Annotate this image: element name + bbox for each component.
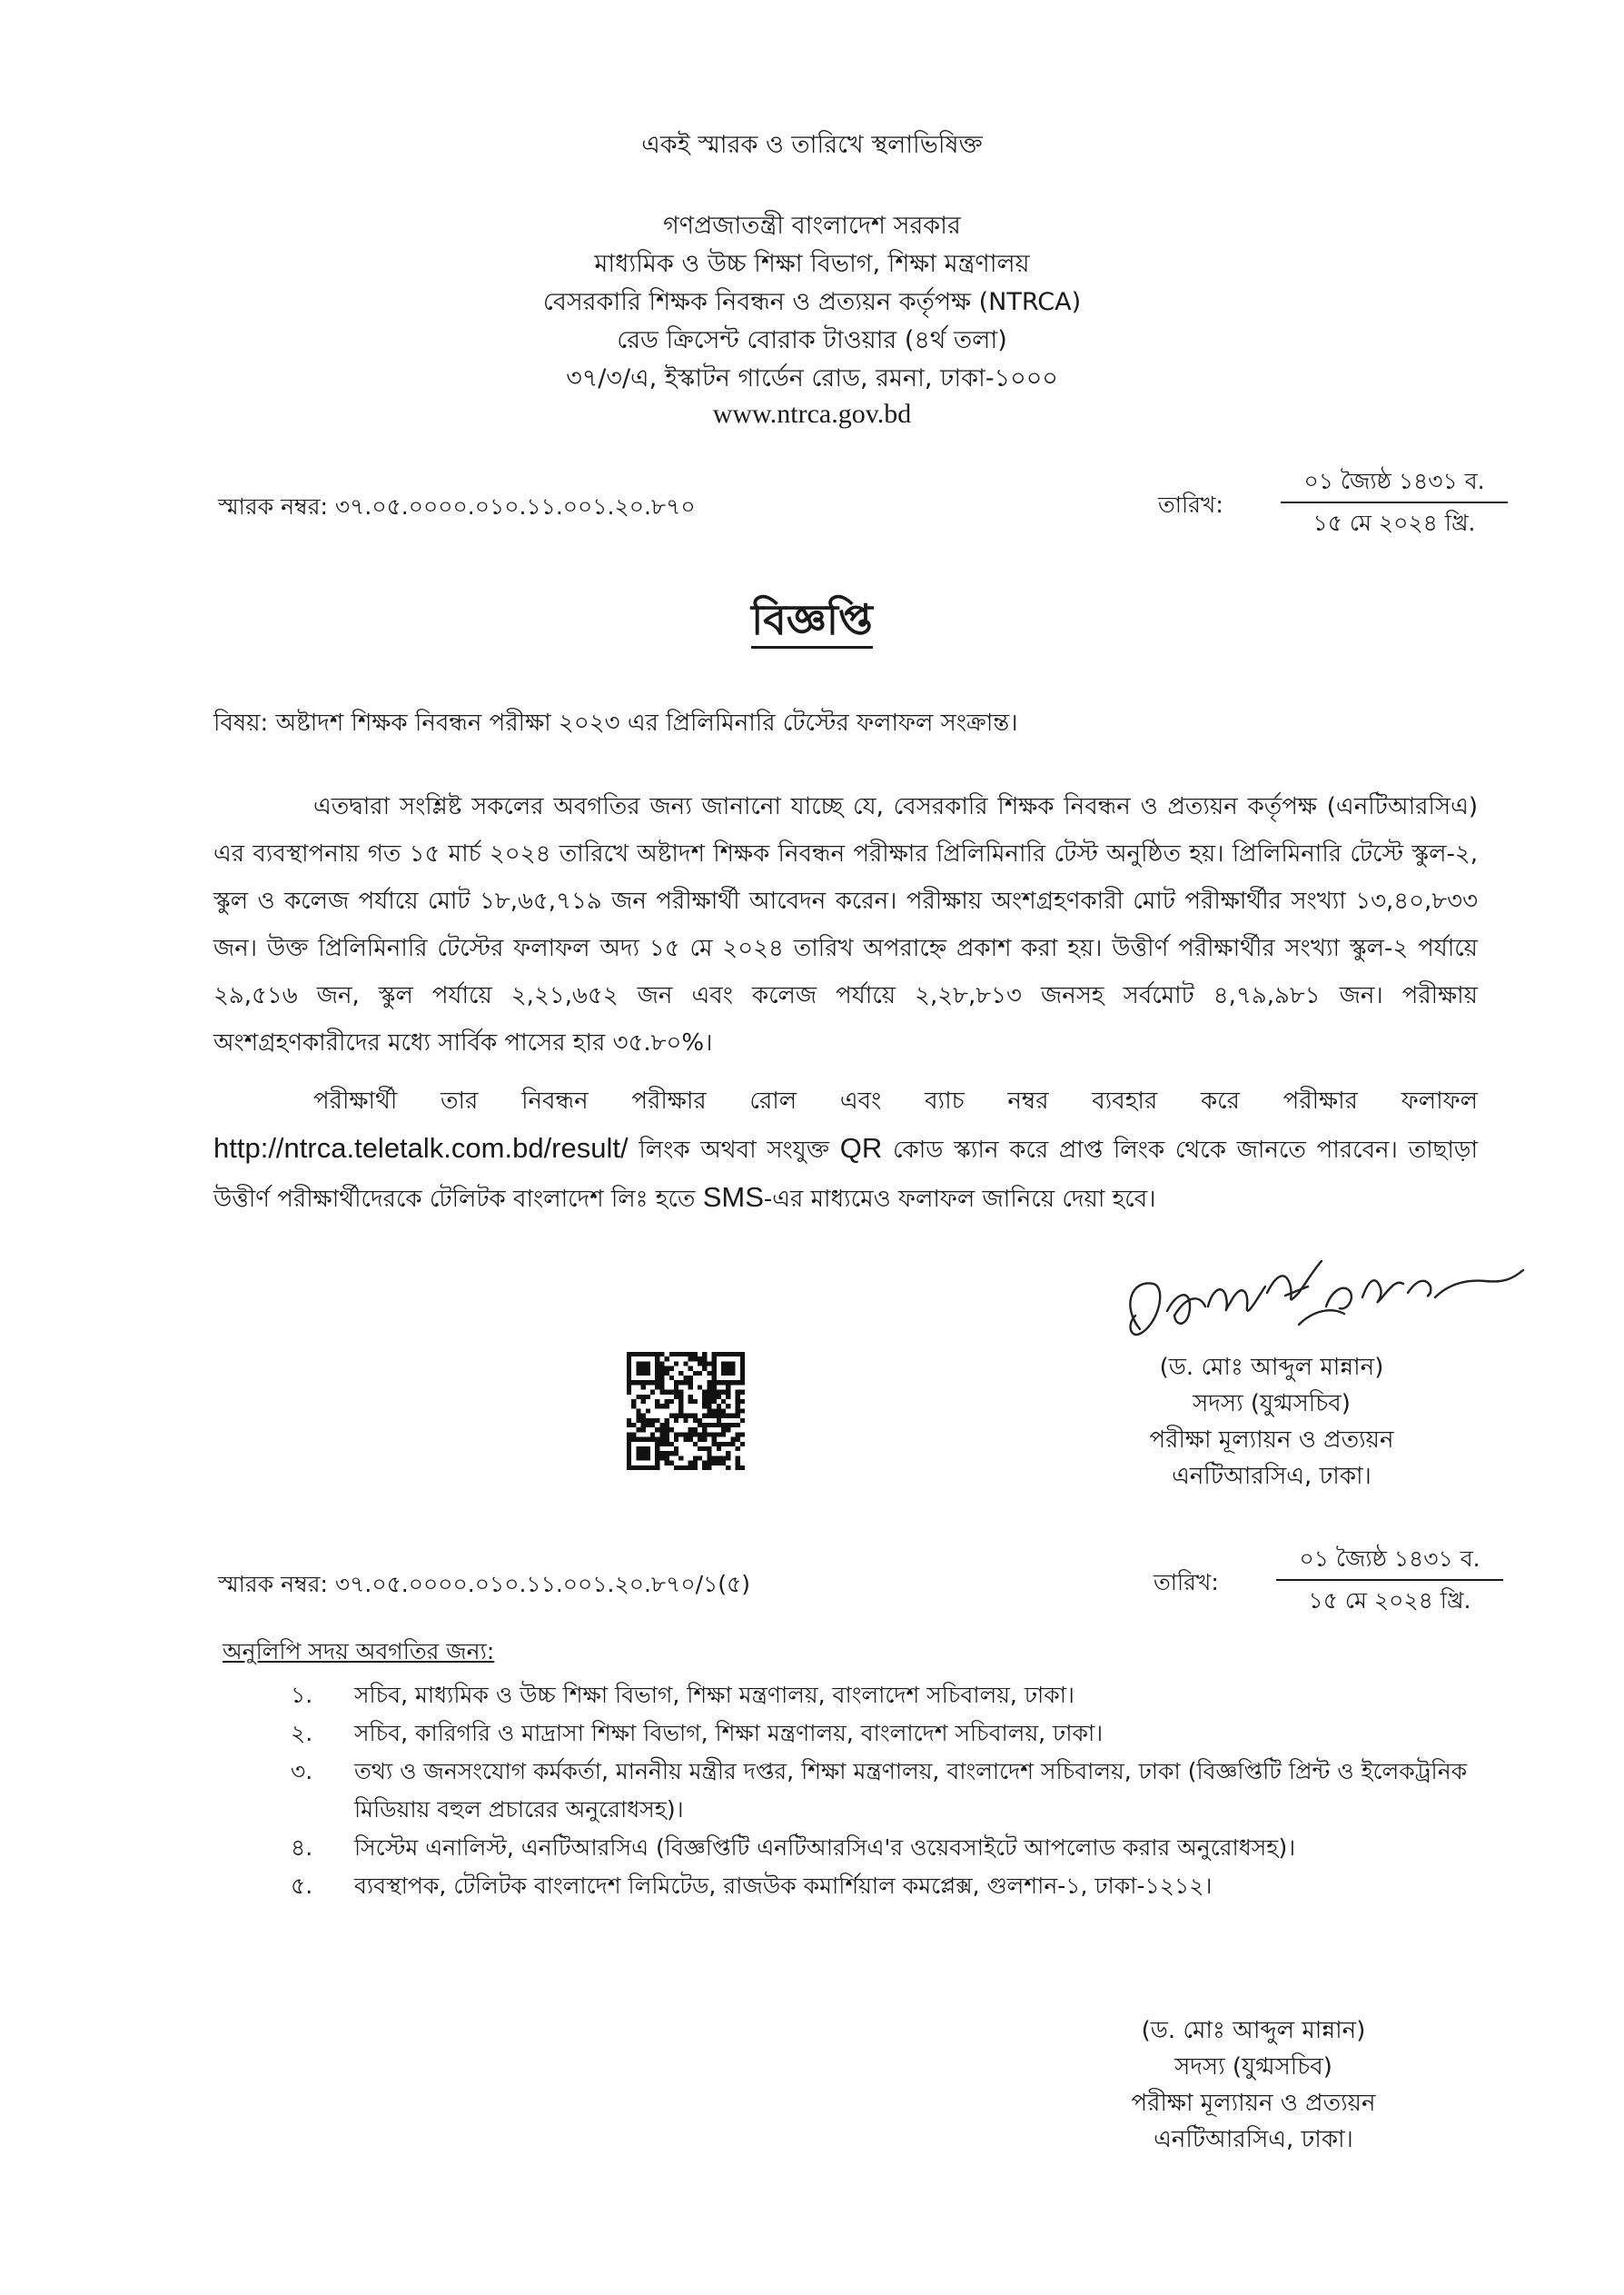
memo-date bbox=[1158, 465, 1521, 541]
notice-subject: বিষয়: অষ্টাদশ শিক্ষক নিবন্ধন পরীক্ষা ২০২৩ এর প্রিলিমিনারি টেস্টের ফলাফল সংক্রান্ত। bbox=[213, 710, 1018, 737]
signatory-designation: সদস্য (যুগ্মসচিব) bbox=[1193, 1390, 1351, 1417]
superseded-note: একই স্মারক ও তারিখে স্থলাভিষিক্ত bbox=[641, 131, 983, 159]
cc-item bbox=[291, 1753, 1508, 1829]
org-line-4: রেড ক্রিসেন্ট বোরাক টাওয়ার (৪র্থ তলা) bbox=[617, 326, 1007, 354]
para2-text-2: লিংক অথবা সংযুক্ত bbox=[639, 1137, 829, 1164]
org-line-2: মাধ্যমিক ও উচ্চ শিক্ষা বিভাগ, শিক্ষা মন্ত্রণালয় bbox=[594, 250, 1030, 278]
para2-text-1: পরীক্ষার্থী তার নিবন্ধন পরীক্ষার রোল এবং ব্যাচ নম্বর ব্যবহার করে পরীক্ষার ফলাফল bbox=[313, 1088, 1478, 1115]
para2-text-4: -এর মাধ্যমেও ফলাফল জানিয়ে দেয়া হবে। bbox=[763, 1186, 1156, 1213]
cc-item bbox=[291, 1714, 1508, 1753]
result-link[interactable]: http://ntrca.teletalk.com.bd/result/ bbox=[213, 1132, 629, 1164]
copy-memo-date-bangla: ০১ জ্যৈষ্ঠ ১৪৩১ ব. bbox=[1276, 1543, 1503, 1581]
sms-word: SMS bbox=[702, 1181, 764, 1213]
website-link[interactable]: www.ntrca.gov.bd bbox=[712, 399, 912, 429]
signatory-block bbox=[1099, 1349, 1444, 1495]
org-line-3: বেসরকারি শিক্ষক নিবন্ধন ও প্রত্যয়ন কর্তৃপক্ষ (NTRCA) bbox=[542, 288, 1082, 316]
memo-reference: স্মারক নম্বর: ৩৭.০৫.০০০০.০১০.১১.০০১.২০.৮৭০ bbox=[218, 493, 696, 520]
copy-memo-date-gregorian: ১৫ মে ২০২৪ খ্রি. bbox=[1308, 1587, 1471, 1614]
cc-item-number: ১. bbox=[291, 1682, 313, 1708]
body-paragraph-2 bbox=[213, 1078, 1478, 1223]
cc-heading: অনুলিপি সদয় অবগতির জন্য: bbox=[223, 1638, 495, 1664]
cc-item-number: ৫. bbox=[291, 1873, 313, 1899]
copy-memo-date-label: তারিখ: bbox=[1154, 1569, 1219, 1595]
memo-date-gregorian: ১৫ মে ২০২৪ খ্রি. bbox=[1312, 510, 1476, 536]
signatory-name: (ড. মোঃ আব্দুল মান্নান) bbox=[1141, 2017, 1366, 2044]
cc-item bbox=[291, 1676, 1508, 1714]
signatory-department: পরীক্ষা মূল্যায়ন ও প্রত্যয়ন bbox=[1131, 2090, 1376, 2117]
qr-code-icon[interactable] bbox=[627, 1352, 745, 1470]
para2-text-3: কোড স্ক্যান করে প্রাপ্ত লিংক থেকে জানতে পারবেন। তাছাড়া উত্তীর্ণ পরীক্ষার্থীদেরকে টেলিটক বাংলাদেশ লিঃ হতে bbox=[213, 1137, 1479, 1213]
cc-item-number: ৪. bbox=[291, 1834, 313, 1861]
qr-word: QR bbox=[839, 1132, 883, 1164]
copy-memo-date bbox=[1154, 1543, 1517, 1619]
copy-memo-reference: স্মারক নম্বর: ৩৭.০৫.০০০০.০১০.১১.০০১.২০.৮৭০/১(৫) bbox=[218, 1571, 751, 1597]
body-paragraph-1: এতদ্বারা সংশ্লিষ্ট সকলের অবগতির জন্য জানানো যাচ্ছে যে, বেসরকারি শিক্ষক নিবন্ধন ও প্রত্যয়ন কর্তৃপক্ষ (এনটিআরসিএ) এর ব্যবস্থাপনায় গত ১৫ মার্চ ২০২৪ তারিখে অষ্টাদশ শিক্ষক নিবন্ধন পরীক্ষার প্রিলিমিনারি টেস্ট অনুষ্ঠিত হয়। প্রিলিমিনারি টেস্টে স্কুল-২, স্কুল ও কলেজ পর্যায়ে মোট ১৮,৬৫,৭১৯ জন পরীক্ষার্থী আবেদন করেন। পরীক্ষায় অংশগ্রহণকারী মোট পরীক্ষার্থীর সংখ্যা ১৩,৪০,৮৩৩ জন। উক্ত প্রিলিমিনারি টেস্টের ফলাফল অদ্য ১৫ মে ২০২৪ তারিখ অপরাহ্নে প্রকাশ করা হয়। উত্তীর্ণ পরীক্ষার্থীর সংখ্যা স্কুল-২ পর্যায়ে ২৯,৫১৬ জন, স্কুল পর্যায়ে ২,২১,৬৫২ জন এবং কলেজ পর্যায়ে ২,২৮,৮১৩ জনসহ সর্বমোট ৪,৭৯,৯৮১ জন। পরীক্ষায় অংশগ্রহণকারীদের মধ্যে সার্বিক পাসের হার ৩৫.৮০%। bbox=[213, 793, 1478, 1057]
cc-item bbox=[291, 1867, 1508, 1905]
notice-title-text: বিজ্ঞপ্তি bbox=[751, 595, 873, 649]
cc-item-text: সিস্টেম এনালিস্ট, এনটিআরসিএ (বিজ্ঞপ্তিটি এনটিআরসিএ'র ওয়েবসাইটে আপলোড করার অনুরোধসহ)। bbox=[354, 1834, 1296, 1861]
cc-item-text: সচিব, কারিগরি ও মাদ্রাসা শিক্ষা বিভাগ, শিক্ষা মন্ত্রণালয়, বাংলাদেশ সচিবালয়, ঢাকা। bbox=[354, 1720, 1104, 1746]
cc-item-text: ব্যবস্থাপক, টেলিটক বাংলাদেশ লিমিটেড, রাজউক কমার্শিয়াল কমপ্লেক্স, গুলশান-১, ঢাকা-১২১২। bbox=[354, 1873, 1213, 1899]
cc-item bbox=[291, 1829, 1508, 1867]
org-line-1: গণপ্রজাতন্ত্রী বাংলাদেশ সরকার bbox=[663, 212, 961, 240]
signatory-block-copy bbox=[1072, 2012, 1435, 2158]
cc-item-number: ২. bbox=[291, 1720, 313, 1746]
memo-date-label: তারিখ: bbox=[1158, 492, 1223, 518]
signatory-department: পরীক্ষা মূল্যায়ন ও প্রত্যয়ন bbox=[1149, 1426, 1394, 1454]
cc-list bbox=[291, 1676, 1508, 1905]
cc-item-text: সচিব, মাধ্যমিক ও উচ্চ শিক্ষা বিভাগ, শিক্ষা মন্ত্রণালয়, বাংলাদেশ সচিবালয়, ঢাকা। bbox=[354, 1682, 1074, 1708]
signatory-designation: সদস্য (যুগ্মসচিব) bbox=[1174, 2053, 1332, 2081]
memo-date-fraction bbox=[1281, 465, 1508, 540]
signatory-office: এনটিআরসিএ, ঢাকা। bbox=[1172, 1463, 1371, 1490]
signatory-name: (ড. মোঃ আব্দুল মান্নান) bbox=[1159, 1354, 1384, 1381]
memo-date-bangla: ০১ জ্যৈষ্ঠ ১৪৩১ ব. bbox=[1281, 465, 1508, 503]
copy-memo-date-fraction bbox=[1276, 1543, 1503, 1617]
notice-title bbox=[0, 589, 1624, 658]
signatory-office: এনটিআরসিএ, ঢাকা। bbox=[1154, 2126, 1353, 2153]
org-line-5: ৩৭/৩/এ, ইস্কাটন গার্ডেন রোড, রমনা, ঢাকা-১০০০ bbox=[566, 364, 1058, 392]
cc-item-text: তথ্য ও জনসংযোগ কর্মকর্তা, মাননীয় মন্ত্রীর দপ্তর, শিক্ষা মন্ত্রণালয়, বাংলাদেশ সচিবালয়, ঢাকা (বিজ্ঞপ্তিটি প্রিন্ট ও ইলেকট্রনিক মিডিয়ায় বহুল প্রচারের অনুরোধসহ)। bbox=[354, 1758, 1468, 1823]
cc-item-number: ৩. bbox=[291, 1758, 313, 1784]
